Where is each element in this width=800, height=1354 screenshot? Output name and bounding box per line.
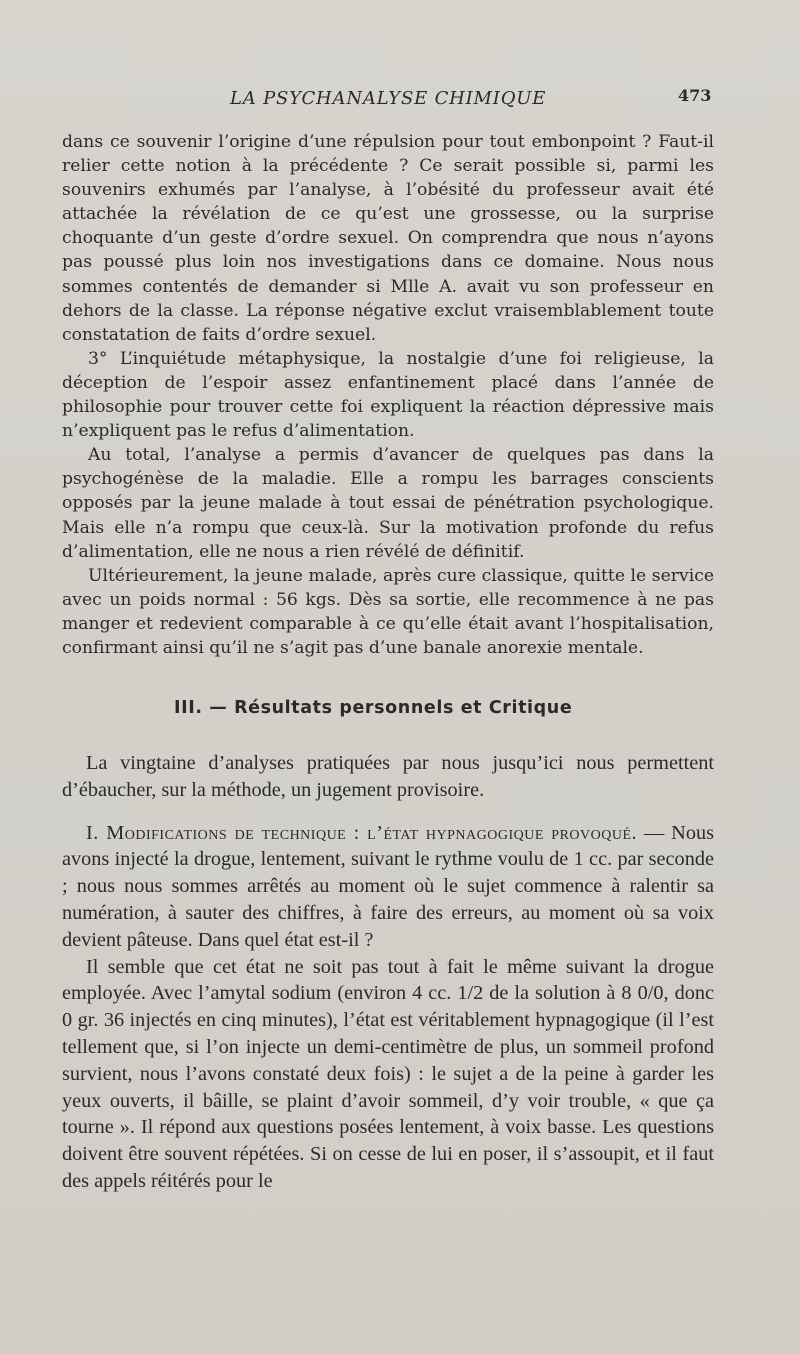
paragraph-2: 3° L’inquiétude métaphysique, la nostalgie d’une foi religieuse, la déception de l’espoir assez enfantinement placé dans l’année de philosophie pour trouver cette foi expliquent la réaction dépressive mais n’expliquent pas le refus d’alimentation.	[62, 348, 714, 442]
section-heading: III. — Résultats personnels et Critique	[174, 698, 573, 719]
subsection-label: I. Modifications de technique : l’état hypnagogique provoqué.	[86, 821, 638, 844]
paragraph-7: Il semble que cet état ne soit pas tout à fait le même suivant la drogue employée. Avec l’amytal sodium (environ 4 cc. 1/2 de la solution à 8 0/0, donc 0 gr. 36 injectés en cinq minutes), l’état est véritablement hypnagogique (il l’est tellement que, si l’on injecte un demi-centimètre de plus, un sommeil profond survient, nous l’avons constaté deux fois) : le sujet a de la peine à garder les yeux ouverts, il bâille, se plaint d’avoir sommeil, d’y voir trouble, « que ça tourne ». Il répond aux questions posées lentement, à voix basse. Les questions doivent être souvent répétées. Si on cesse de lui en poser, il s’assoupit, et il faut des appels réitérés pour le	[62, 955, 714, 1193]
page-body	[62, 130, 714, 1195]
paragraph-3: Au total, l’analyse a permis d’avancer de quelques pas dans la psychogénèse de la maladie. Elle a rompu les barrages conscients opposés par la jeune malade à tout essai de pénétration psychologique. Mais elle n’a rompu que ceux-là. Sur la motivation profonde du refus d’alimentation, elle ne nous a rien révélé de définitif.	[62, 445, 714, 562]
paragraph-6	[62, 820, 714, 954]
page-number: 473	[678, 86, 712, 105]
paragraph-4: Ultérieurement, la jeune malade, après cure classique, quitte le service avec un poids normal : 56 kgs. Dès sa sortie, elle recommence à ne pas manger et redevient comparable à ce qu’elle était avant l’hospitalisation, confirmant ainsi qu’il ne s’agit pas d’une banale anorexie mentale.	[62, 565, 714, 658]
running-title: LA PSYCHANALYSE CHIMIQUE	[230, 88, 547, 109]
paragraph-1: dans ce souvenir l’origine d’une répulsion pour tout embonpoint ? Faut-il relier cette notion à la précédente ? Ce serait possible si, parmi les souvenirs exhumés par l’analyse, à l’obésité du professeur avait été attachée la révélation de ce qu’est une grossesse, ou la surprise choquante d’un geste d’ordre sexuel. On comprendra que nous n’ayons pas poussé plus loin nos investigations dans ce domaine. Nous nous sommes contentés de demander si Mlle A. avait vu son professeur en dehors de la classe. La réponse négative exclut vraisemblablement toute constatation de faits d’ordre sexuel.	[62, 132, 714, 345]
paragraph-5: La vingtaine d’analyses pratiquées par nous jusqu’ici nous permettent d’ébaucher, sur la méthode, un jugement provisoire.	[62, 752, 714, 801]
subsection-text: — Nous avons injecté la drogue, lentement, suivant le rythme voulu de 1 cc. par seconde ; nous nous sommes arrêtés au moment où le sujet commence à ralentir sa numération, à sauter des chiffres, à faire des erreurs, au moment où sa voix devient pâteuse. Dans quel état est-il ?	[62, 821, 714, 951]
page-header	[0, 88, 800, 118]
